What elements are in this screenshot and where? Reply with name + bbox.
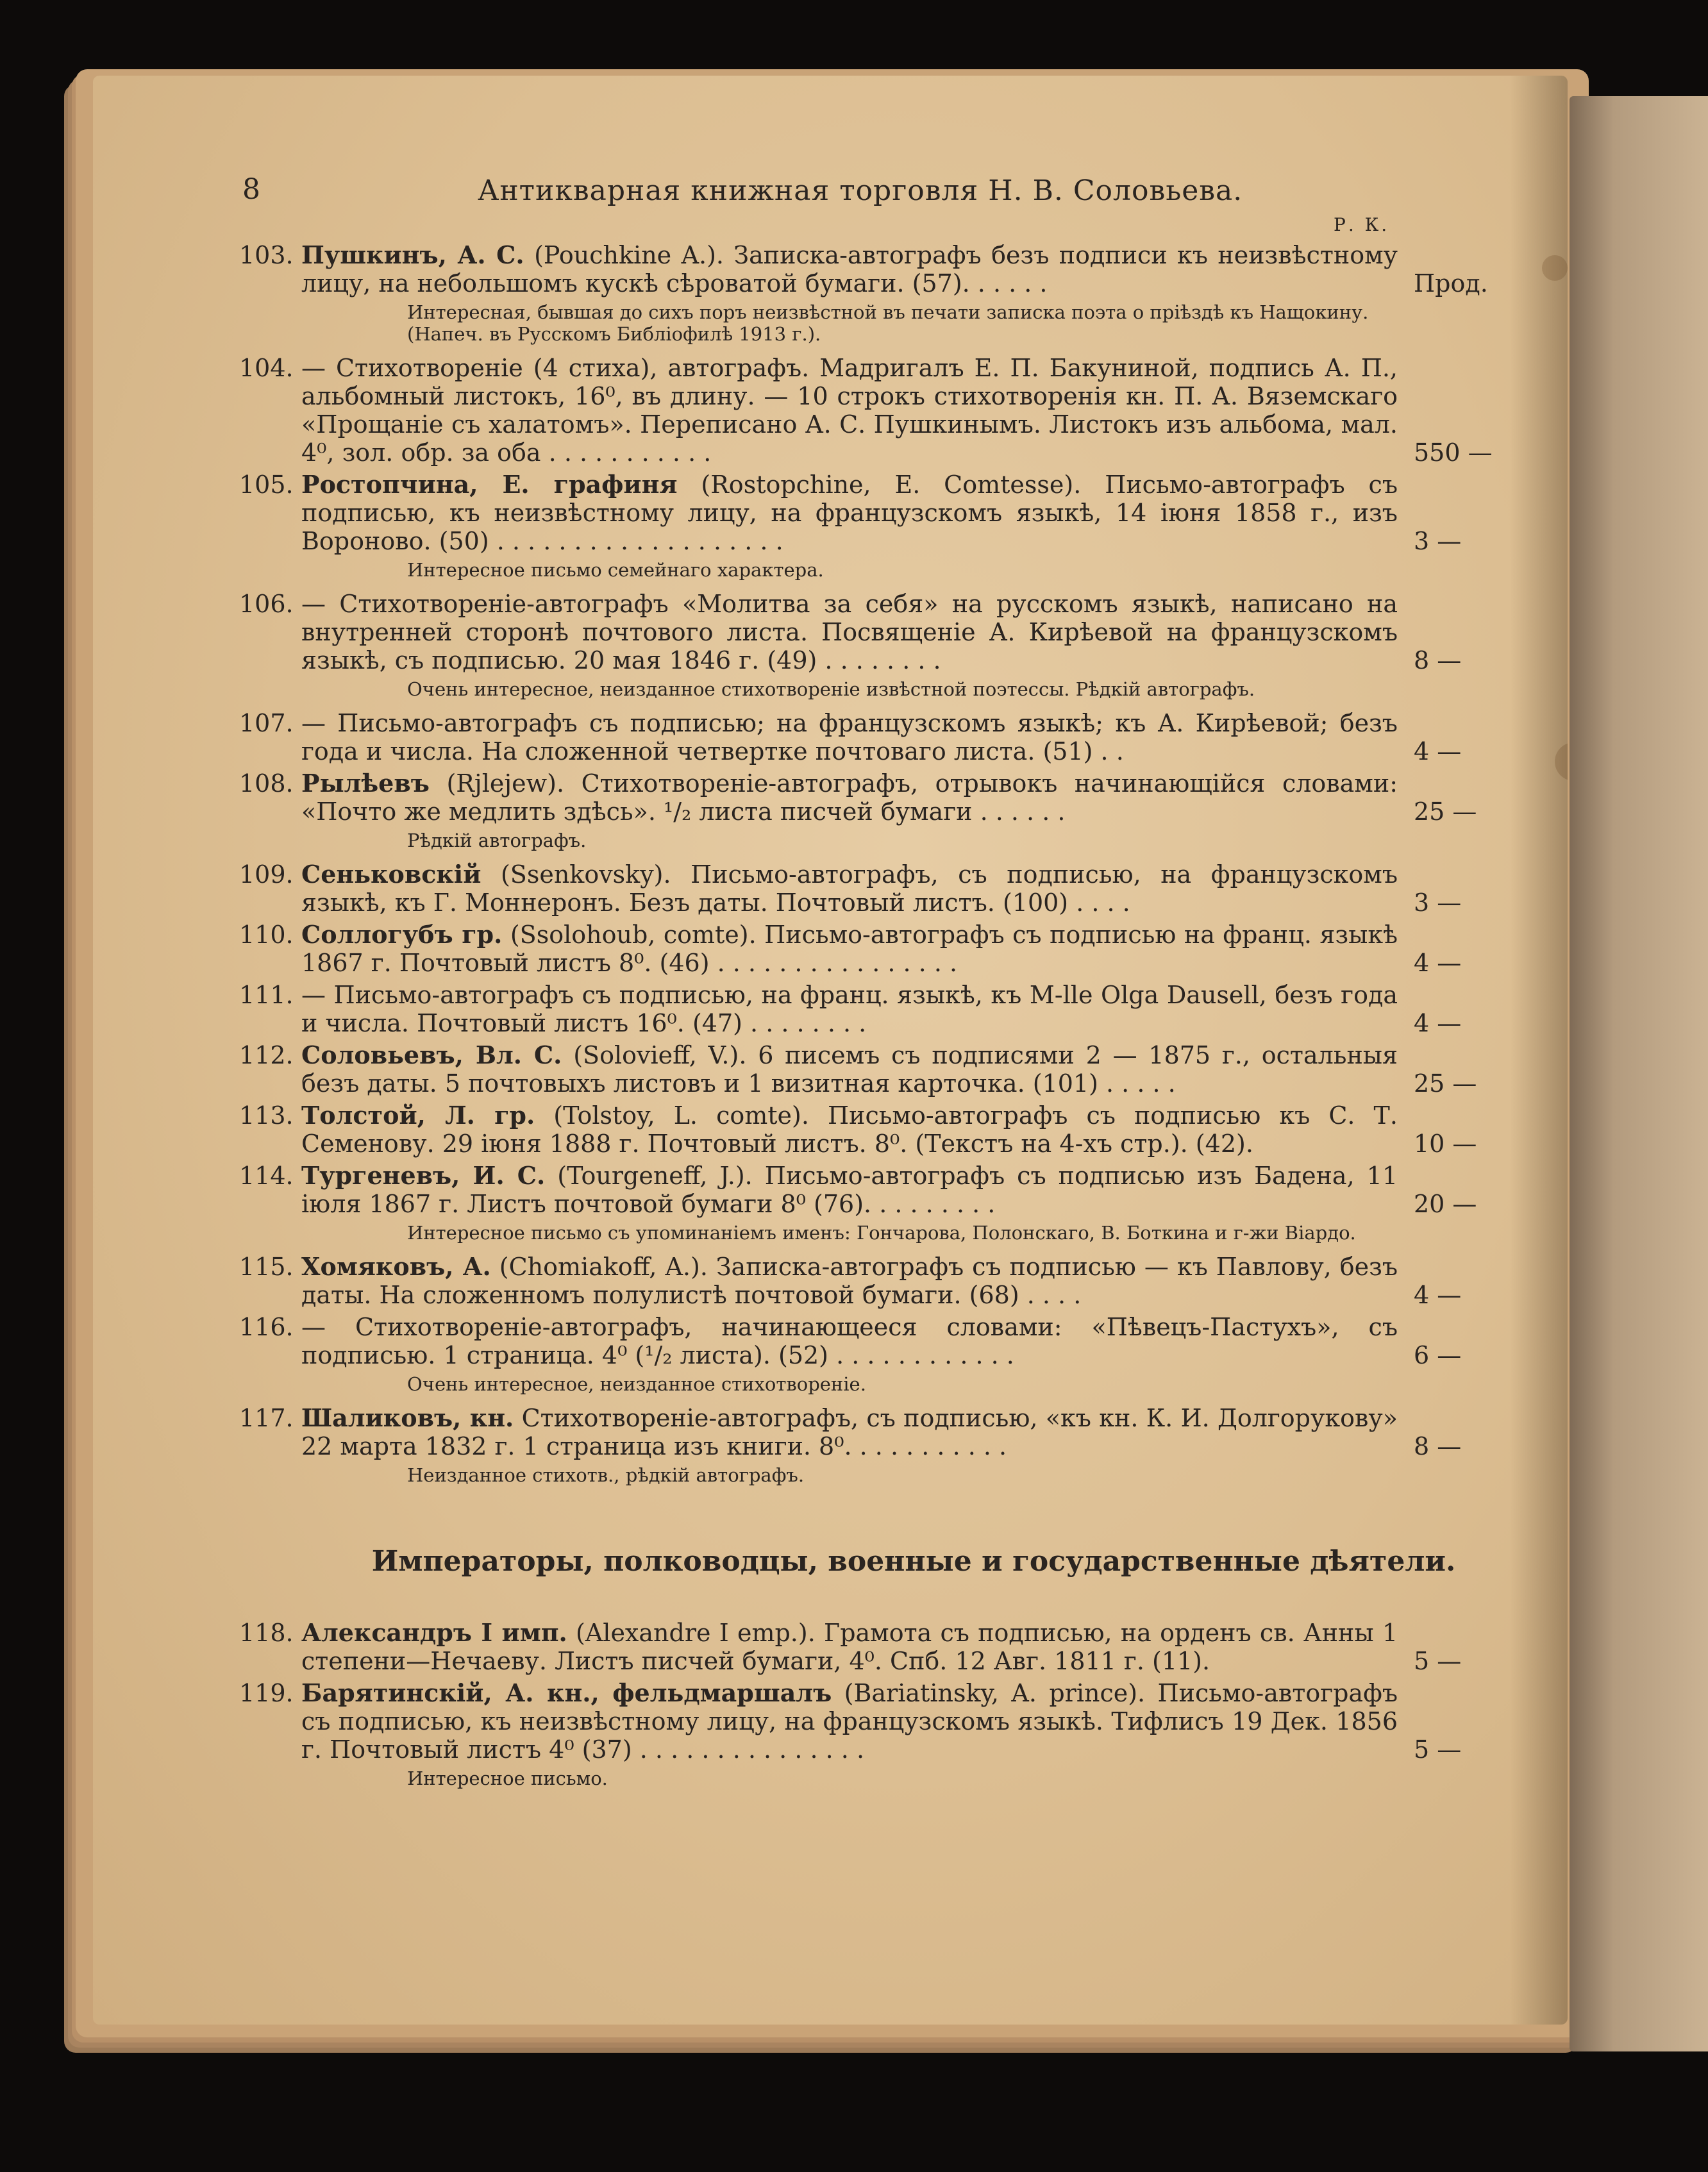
entry-description — [301, 1404, 1398, 1460]
entry-description — [301, 1041, 1398, 1098]
entry-price: 25 — — [1414, 798, 1477, 826]
entry-author: Хомяковъ, А. — [301, 1252, 491, 1281]
catalog-entry — [93, 981, 1568, 1037]
entry-author: Соловьевъ, Вл. С. — [301, 1040, 562, 1069]
catalog-entry — [93, 1619, 1568, 1675]
catalog-entry — [93, 1041, 1568, 1098]
catalog-entry — [93, 1253, 1568, 1309]
entry-author: Толстой, Л. гр. — [301, 1101, 535, 1130]
entry-price: 10 — — [1414, 1130, 1477, 1158]
entry-number: 119. — [239, 1679, 294, 1707]
entry-price: Прод. — [1414, 269, 1488, 297]
entry-text: (Ssolohoub, comte). Письмо-автографъ съ подписью на франц. языкѣ 1867 г. Почтовый листъ 8⁰. (46) . . . . . . . . . . . . . . . . — [301, 921, 1398, 977]
entry-number: 107. — [239, 709, 294, 737]
entry-description — [301, 471, 1398, 555]
entry-author: Рылѣевъ — [301, 769, 430, 798]
entry-price: 20 — — [1414, 1190, 1477, 1218]
entry-number: 103. — [239, 241, 294, 269]
entry-price: 4 — — [1414, 737, 1462, 765]
entry-description — [301, 241, 1398, 297]
entry-author: Барятинскій, А. кн., фельдмаршалъ — [301, 1678, 832, 1707]
entry-author: Шаликовъ, кн. — [301, 1403, 514, 1432]
entry-text: Стихотвореніе-автографъ, начинающееся словами: «Пѣвецъ-Пастухъ», съ подписью. 1 страница. 4⁰ (¹/₂ листа). (52) . . . . . . . . . . . . — [301, 1313, 1398, 1369]
entry-description — [301, 1619, 1398, 1675]
entry-author: Ростопчина, Е. графиня — [301, 470, 678, 499]
entry-author: — — [301, 590, 326, 618]
entry-text: (Ssenkovsky). Письмо-автографъ, съ подписью, на французскомъ языкѣ, къ Г. Моннеронъ. Безъ даты. Почтовый листъ. (100) . . . . — [301, 860, 1398, 917]
entry-number: 108. — [239, 769, 294, 798]
catalog-entries — [93, 241, 1568, 1798]
entry-price: 8 — — [1414, 1432, 1462, 1460]
entry-description — [301, 981, 1398, 1037]
entry-number: 117. — [239, 1404, 294, 1432]
catalog-page — [93, 76, 1568, 2025]
entry-text: Стихотвореніе-автографъ, съ подписью, «къ кн. К. И. Долгорукову» 22 марта 1832 г. 1 страница изъ книги. 8⁰. . . . . . . . . . . — [301, 1404, 1398, 1460]
entry-text: (Alexandre I emp.). Грамота съ подписью, на орденъ св. Анны 1 степени—Нечаеву. Листъ писчей бумаги, 4⁰. Спб. 12 Авг. 1811 г. (11). — [301, 1619, 1398, 1675]
currency-label: Р. К. — [1334, 214, 1390, 235]
entry-number: 106. — [239, 590, 294, 618]
entry-description — [301, 1313, 1398, 1369]
entry-price: 5 — — [1414, 1647, 1462, 1675]
entry-text: (Rostopchine, E. Comtesse). Письмо-автографъ съ подписью, къ неизвѣстному лицу, на французскомъ языкѣ, 14 іюня 1858 г., изъ Вороново. (50) . . . . . . . . . . . . . . . . . . . — [301, 471, 1398, 555]
entry-text: Письмо-автографъ съ подписью, на франц. языкѣ, къ M-lle Olga Dausell, безъ года и числа. Почтовый листъ 16⁰. (47) . . . . . . . . — [301, 981, 1398, 1037]
entry-description — [301, 769, 1398, 826]
catalog-entry — [93, 241, 1568, 297]
entry-number: 113. — [239, 1101, 294, 1130]
entry-author: — — [301, 1313, 326, 1341]
entry-description — [301, 354, 1398, 467]
entry-price: 6 — — [1414, 1341, 1462, 1369]
catalog-entry — [93, 860, 1568, 917]
entry-author: Сеньковскій — [301, 860, 481, 889]
entry-text: (Tourgeneff, J.). Письмо-автографъ съ подписью изъ Бадена, 11 іюля 1867 г. Листъ почтовой бумаги 8⁰ (76). . . . . . . . . — [301, 1162, 1398, 1218]
catalog-entry — [93, 1679, 1568, 1764]
entry-price: 550 — — [1414, 439, 1493, 467]
entry-number: 111. — [239, 981, 294, 1009]
entry-author: Тургеневъ, И. С. — [301, 1161, 546, 1190]
section-title: Императоры, полководцы, военные и государственные дѣятели. — [371, 1545, 1456, 1578]
entries-part-2 — [93, 1619, 1568, 1789]
entry-text: (Rjlejew). Стихотвореніе-автографъ, отрывокъ начинающійся словами: «Почто же медлить здѣсь». ¹/₂ листа писчей бумаги . . . . . . — [301, 769, 1398, 826]
entry-text: Письмо-автографъ съ подписью; на французскомъ языкѣ; къ А. Кирѣевой; безъ года и числа. На сложенной четвертке почтоваго листа. (51) . . — [301, 709, 1398, 765]
entry-text: Стихотвореніе-автографъ «Молитва за себя» на русскомъ языкѣ, написано на внутренней сторонѣ почтового листа. Посвященіе А. Кирѣевой на французскомъ языкѣ, съ подписью. 20 мая 1846 г. (49) . . . . . . . . — [301, 590, 1398, 674]
entry-author: Соллогубъ гр. — [301, 920, 503, 949]
catalog-entry — [93, 590, 1568, 674]
entry-price: 5 — — [1414, 1735, 1462, 1764]
entry-text: (Chomiakoff, A.). Записка-автографъ съ подписью — къ Павлову, безъ даты. На сложенномъ полулистѣ почтовой бумаги. (68) . . . . — [301, 1253, 1398, 1309]
entry-number: 112. — [239, 1041, 294, 1069]
catalog-entry — [93, 1162, 1568, 1218]
entry-author: — — [301, 354, 326, 382]
entry-note: Рѣдкій автографъ. — [407, 830, 587, 851]
entry-author: — — [301, 981, 326, 1009]
entry-description — [301, 921, 1398, 977]
entry-number: 116. — [239, 1313, 294, 1341]
entry-price: 8 — — [1414, 646, 1462, 674]
entry-number: 109. — [239, 860, 294, 889]
catalog-entry — [93, 769, 1568, 826]
catalog-entry — [93, 1101, 1568, 1158]
entry-note: Интересное письмо. — [407, 1767, 608, 1789]
entry-author: Александръ I имп. — [301, 1618, 567, 1647]
entry-price: 4 — — [1414, 1281, 1462, 1309]
catalog-entry — [93, 921, 1568, 977]
entry-text: (Solovieff, V.). 6 писемъ съ подписями 2 — 1875 г., остальныя безъ даты. 5 почтовыхъ листовъ и 1 визитная карточка. (101) . . . . . — [301, 1041, 1398, 1098]
catalog-entry — [93, 1313, 1568, 1369]
entry-note: Интересное письмо семейнаго характера. — [407, 559, 824, 581]
catalog-entry — [93, 354, 1568, 467]
entry-author: — — [301, 709, 326, 737]
entry-number: 118. — [239, 1619, 294, 1647]
entry-description — [301, 860, 1398, 917]
entry-text: (Bariatinsky, A. prince). Письмо-автографъ съ подписью, къ неизвѣстному лицу, на французскомъ языкѣ. Тифлисъ 19 Дек. 1856 г. Почтовый листъ 4⁰ (37) . . . . . . . . . . . . . . . — [301, 1679, 1398, 1764]
entry-price: 25 — — [1414, 1069, 1477, 1098]
entry-description — [301, 1162, 1398, 1218]
entry-price: 3 — — [1414, 889, 1462, 917]
entry-price: 4 — — [1414, 949, 1462, 977]
entry-note: Очень интересное, неизданное стихотвореніе. — [407, 1373, 866, 1395]
catalog-entry — [93, 471, 1568, 555]
running-title: Антикварная книжная торговля Н. В. Соловьева. — [478, 174, 1243, 207]
page-header — [93, 165, 1568, 210]
page-number: 8 — [242, 173, 260, 206]
entry-description — [301, 709, 1398, 765]
entry-text: Стихотвореніе (4 стиха), автографъ. Мадригалъ Е. П. Бакуниной, подпись А. П., альбомный листокъ, 16⁰, въ длину. — 10 строкъ стихотворенія кн. П. А. Вяземскаго «Прощаніе съ халатомъ». Переписано А. С. Пушкинымъ. Листокъ изъ альбома, мал. 4⁰, зол. обр. за оба . . . . . . . . . . . — [301, 354, 1398, 467]
entry-description — [301, 1679, 1398, 1764]
entry-number: 105. — [239, 471, 294, 499]
entries-part-1 — [93, 241, 1568, 1486]
entry-number: 115. — [239, 1253, 294, 1281]
entry-number: 110. — [239, 921, 294, 949]
facing-page-edge — [1570, 96, 1708, 2051]
entry-text: (Pouchkine A.). Записка-автографъ безъ подписи къ неизвѣстному лицу, на небольшомъ кускѣ сѣроватой бумаги. (57). . . . . . — [301, 241, 1398, 297]
entry-note: Интересная, бывшая до сихъ поръ неизвѣстной въ печати записка поэта о пріѣздѣ къ Нащокину. (Напеч. въ Русскомъ Библіофилѣ 1913 г.). — [407, 301, 1369, 345]
catalog-entry — [93, 709, 1568, 765]
catalog-entry — [93, 1404, 1568, 1460]
entry-note: Неизданное стихотв., рѣдкій автографъ. — [407, 1464, 805, 1486]
entry-note: Очень интересное, неизданное стихотвореніе извѣстной поэтессы. Рѣдкій автографъ. — [407, 678, 1255, 700]
entry-description — [301, 1101, 1398, 1158]
entry-price: 4 — — [1414, 1009, 1462, 1037]
entry-number: 104. — [239, 354, 294, 382]
entry-description — [301, 1253, 1398, 1309]
entry-price: 3 — — [1414, 527, 1462, 555]
entry-author: Пушкинъ, А. С. — [301, 240, 524, 269]
entry-description — [301, 590, 1398, 674]
entry-note: Интересное письмо съ упоминаніемъ именъ: Гончарова, Полонскаго, В. Боткина и г-жи Віардо. — [407, 1222, 1356, 1244]
entry-number: 114. — [239, 1162, 294, 1190]
entry-text: (Tolstoy, L. comte). Письмо-автографъ съ подписью къ С. Т. Семенову. 29 іюня 1888 г. Почтовый листъ. 8⁰. (Текстъ на 4-хъ стр.). (42). — [301, 1101, 1398, 1158]
